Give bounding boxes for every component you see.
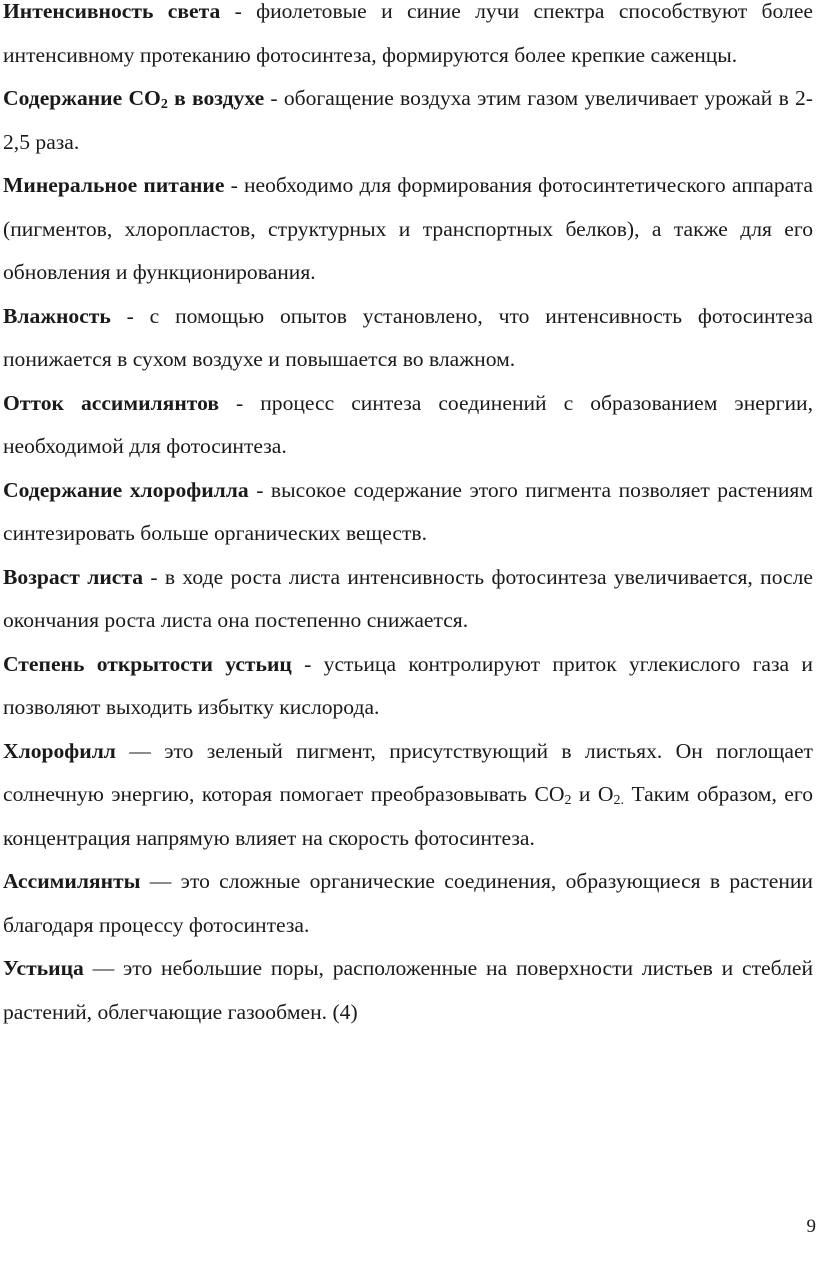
page-number: 9 <box>806 1216 816 1237</box>
term-chlorophyll-content: Содержание хлорофилла <box>3 477 249 502</box>
paragraph-assimilate-outflow <box>0 382 816 469</box>
paragraph-mineral-nutrition <box>0 164 816 295</box>
term-assimilate-outflow: Отток ассимилянтов <box>3 390 220 415</box>
paragraph-co2-content <box>0 77 816 164</box>
paragraph-stomata-openness <box>0 643 816 730</box>
paragraph-assimilates <box>0 860 816 947</box>
definition-assimilates: — это сложные органические соединения, образующиеся в растении благодаря процессу фотосинтеза. <box>3 869 813 937</box>
paragraph-leaf-age <box>0 556 816 643</box>
paragraph-stomata <box>0 947 816 1034</box>
term-light-intensity: Интенсивность света <box>3 0 221 23</box>
paragraph-humidity <box>0 295 816 382</box>
definition-assimilate-outflow: - процесс синтеза соединений с образованием энергии, необходимой для фотосинтеза. <box>3 390 814 458</box>
term-leaf-age: Возраст листа <box>3 564 144 589</box>
definition-chlorophyll-content: - высокое содержание этого пигмента позволяет растениям синтезировать больше органических веществ. <box>3 477 814 545</box>
paragraph-light-intensity <box>0 0 816 77</box>
definition-mineral-nutrition: - необходимо для формирования фотосинтетического аппарата (пигментов, хлоропластов, структурных и транспортных белков), а также для его обновления и функционирования. <box>3 173 813 284</box>
definition-co2-content: - обогащение воздуха этим газом увеличивает урожай в 2-2,5 раза. <box>3 86 813 154</box>
definition-humidity: - с помощью опытов установлено, что интенсивность фотосинтеза понижается в сухом воздухе и повышается во влажном. <box>3 303 813 371</box>
definition-light-intensity: - фиолетовые и синие лучи спектра способствуют более интенсивному протеканию фотосинтеза, формируются более крепкие саженцы. <box>3 0 813 67</box>
term-mineral-nutrition: Минеральное питание <box>3 173 225 197</box>
definition-chlorophyll: — это зеленый пигмент, присутствующий в листьях. Он поглощает солнечную энергию, которая помогает преобразовывать $CO_2$ и $O_{2.}$ Таким образом, его концентрация напрямую влияет на скорость фотосинтеза. <box>3 738 813 850</box>
term-co2-content: Содержание $CO_2$ в воздухе <box>3 86 265 112</box>
definition-stomata-openness: - устьица контролируют приток углекислого газа и позволяют выходить избытку кислорода. <box>3 651 813 719</box>
paragraph-chlorophyll-content <box>0 469 816 556</box>
term-humidity: Влажность <box>3 303 111 328</box>
definition-leaf-age: - в ходе роста листа интенсивность фотосинтеза увеличивается, после окончания роста листа она постепенно снижается. <box>3 564 813 632</box>
term-stomata: Устьица <box>3 956 84 980</box>
definition-stomata: — это небольшие поры, расположенные на поверхности листьев и стеблей растений, облегчающие газообмен. (4) <box>3 956 813 1024</box>
term-stomata-openness: Степень открытости устьиц <box>3 651 292 676</box>
term-chlorophyll: Хлорофилл <box>3 738 116 763</box>
paragraph-chlorophyll <box>0 730 816 861</box>
term-assimilates: Ассимилянты <box>3 869 141 893</box>
